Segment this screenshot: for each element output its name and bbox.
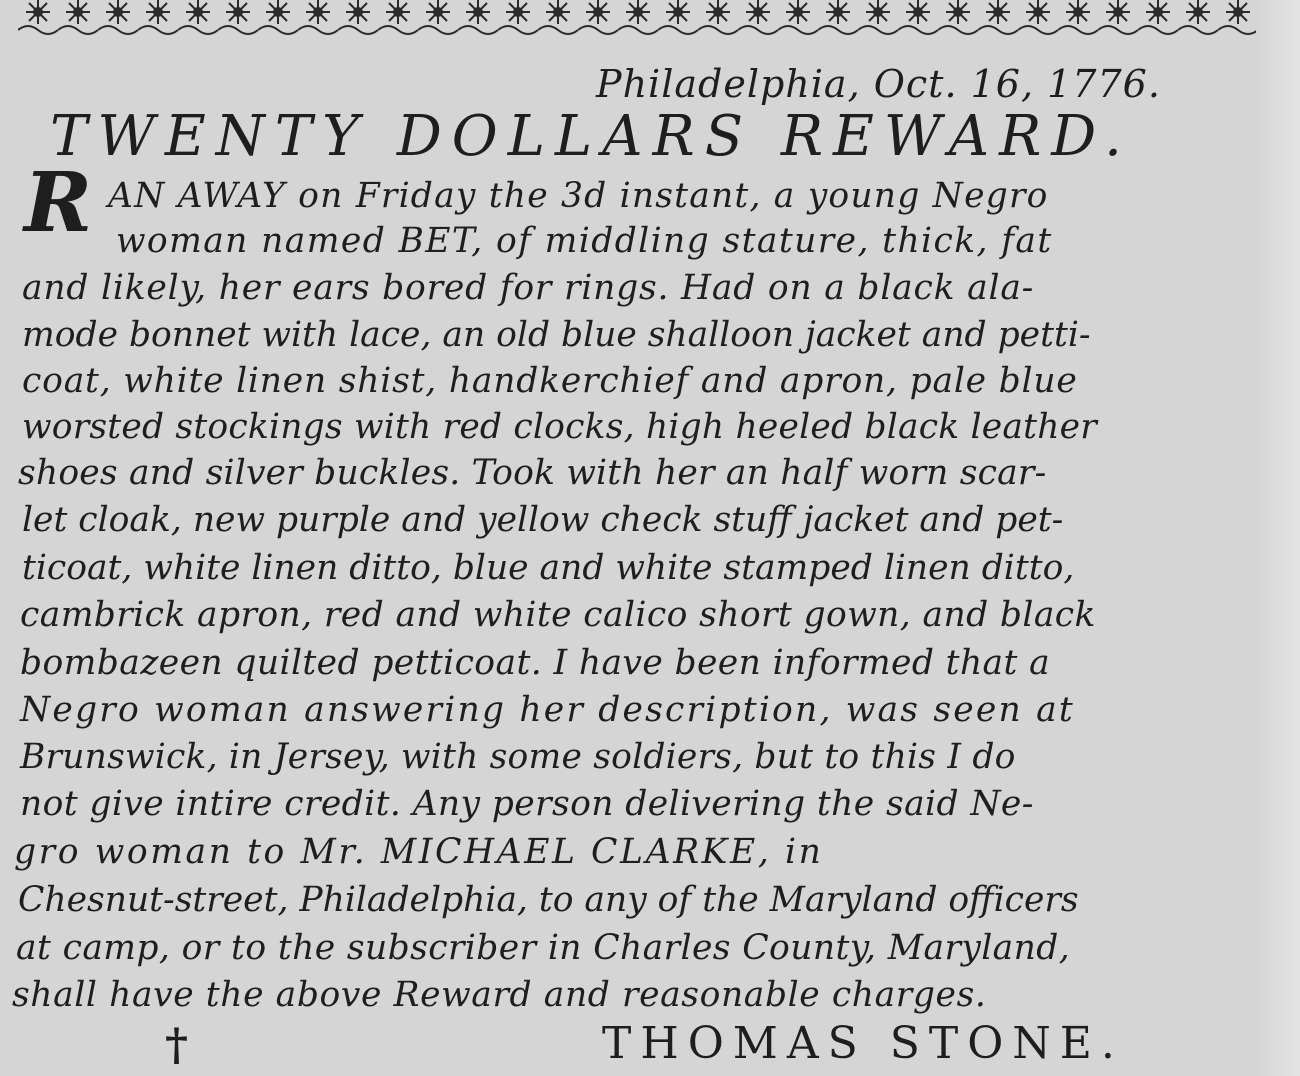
body-line: ticoat, white linen ditto, blue and white stamped linen ditto, [22, 548, 1075, 588]
body-line: coat, white linen shist, handkerchief and apron, pale blue [22, 361, 1078, 401]
body-line: AN AWAY on Friday the 3d instant, a young Negro [108, 176, 1049, 216]
drop-cap: R [24, 155, 93, 251]
body-line: gro woman to Mr. MICHAEL CLARKE, in [14, 832, 824, 872]
body-line: Brunswick, in Jersey, with some soldiers, but to this I do [20, 737, 1016, 777]
body-line: shoes and silver buckles. Took with her an half worn scar- [18, 453, 1047, 493]
dagger-mark: † [165, 1020, 189, 1071]
body-line: let cloak, new purple and yellow check stuff jacket and pet- [22, 500, 1064, 540]
body-line: Chesnut-street, Philadelphia, to any of the Maryland officers [18, 880, 1079, 920]
ornamental-border [18, 0, 1258, 38]
body-line: woman named BET, of middling stature, thick, fat [116, 221, 1053, 261]
headline: TWENTY DOLLARS REWARD. [50, 104, 1132, 169]
body-line: Negro woman answering her description, was seen at [20, 690, 1075, 730]
body-line: not give intire credit. Any person delivering the said Ne- [20, 784, 1034, 824]
body-line: worsted stockings with red clocks, high heeled black leather [22, 407, 1097, 447]
body-line: mode bonnet with lace, an old blue shalloon jacket and petti- [22, 315, 1091, 355]
body-line: and likely, her ears bored for rings. Had on a black ala- [22, 268, 1035, 308]
page-edge [1256, 0, 1300, 1076]
body-line: bombazeen quilted petticoat. I have been informed that a [20, 643, 1051, 683]
body-line: shall have the above Reward and reasonable charges. [12, 975, 987, 1015]
body-line: cambrick apron, red and white calico short gown, and black [20, 595, 1096, 635]
body-line: at camp, or to the subscriber in Charles County, Maryland, [16, 928, 1071, 968]
dateline: Philadelphia, Oct. 16, 1776. [596, 62, 1161, 106]
signature: THOMAS STONE. [602, 1018, 1124, 1069]
